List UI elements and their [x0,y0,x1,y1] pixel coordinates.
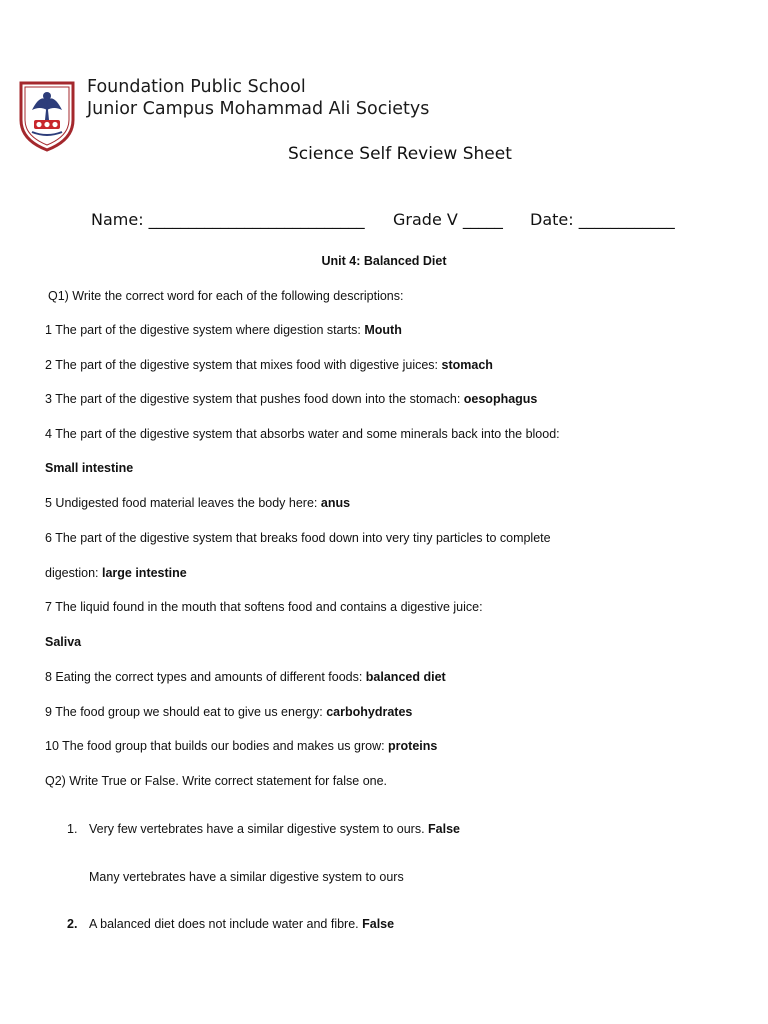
q1-answer: Saliva [45,635,82,649]
q1-item [45,461,133,475]
q1-item: 5 Undigested food material leaves the body here: anus [45,496,351,510]
q2-item-number: 2. [67,917,78,931]
q1-answer: anus [320,496,351,510]
q1-answer: stomach [441,358,493,372]
grade-field: Grade V _____ [393,210,503,229]
q2-item-number: 1. [67,822,78,836]
q2-answer: False [428,822,460,836]
q1-item: 9 The food group we should eat to give us energy: carbohydrates [45,705,413,719]
unit-title: Unit 4: Balanced Diet [321,254,447,268]
q1-item [45,635,81,649]
q2-answer: False [362,917,395,931]
q1-item: 10 The food group that builds our bodies and makes us grow: proteins [45,739,438,753]
school-name: Foundation Public School [87,77,306,97]
date-field: Date: ____________ [530,210,675,229]
q1-item: 6 The part of the digestive system that breaks food down into very tiny particles to complete [45,531,551,545]
q1-instruction: Q1) Write the correct word for each of the following descriptions: [48,289,404,303]
q2-item: 2. A balanced diet does not include water and fibre. False [67,917,395,931]
campus-name: Junior Campus Mohammad Ali Societys [87,99,430,119]
q1-answer: oesophagus [463,392,538,406]
q1-answer: carbohydrates [326,705,413,719]
q1-answer: Small intestine [45,461,134,475]
q2-correction: Many vertebrates have a similar digestive system to ours [89,870,404,884]
q1-item: 7 The liquid found in the mouth that softens food and contains a digestive juice: [45,600,483,614]
q1-item: 1 The part of the digestive system where digestion starts: Mouth [45,323,402,337]
q2-item: 1. Very few vertebrates have a similar digestive system to ours. False [67,822,460,836]
q1-answer: balanced diet [365,670,446,684]
school-crest-logo [18,80,76,152]
q1-answer: Mouth [364,323,402,337]
q1-item: 2 The part of the digestive system that mixes food with digestive juices: stomach [45,358,493,372]
q1-answer: large intestine [101,566,187,580]
q1-item: 4 The part of the digestive system that absorbs water and some minerals back into the blood: [45,427,560,441]
q1-item: digestion: large intestine [45,566,187,580]
name-field: Name: ___________________________ [91,210,365,229]
sheet-title: Science Self Review Sheet [288,144,512,164]
q1-item: 3 The part of the digestive system that pushes food down into the stomach: oesophagus [45,392,538,406]
q1-item: 8 Eating the correct types and amounts of different foods: balanced diet [45,670,446,684]
q2-instruction: Q2) Write True or False. Write correct statement for false one. [45,774,388,788]
q1-answer: proteins [388,739,438,753]
